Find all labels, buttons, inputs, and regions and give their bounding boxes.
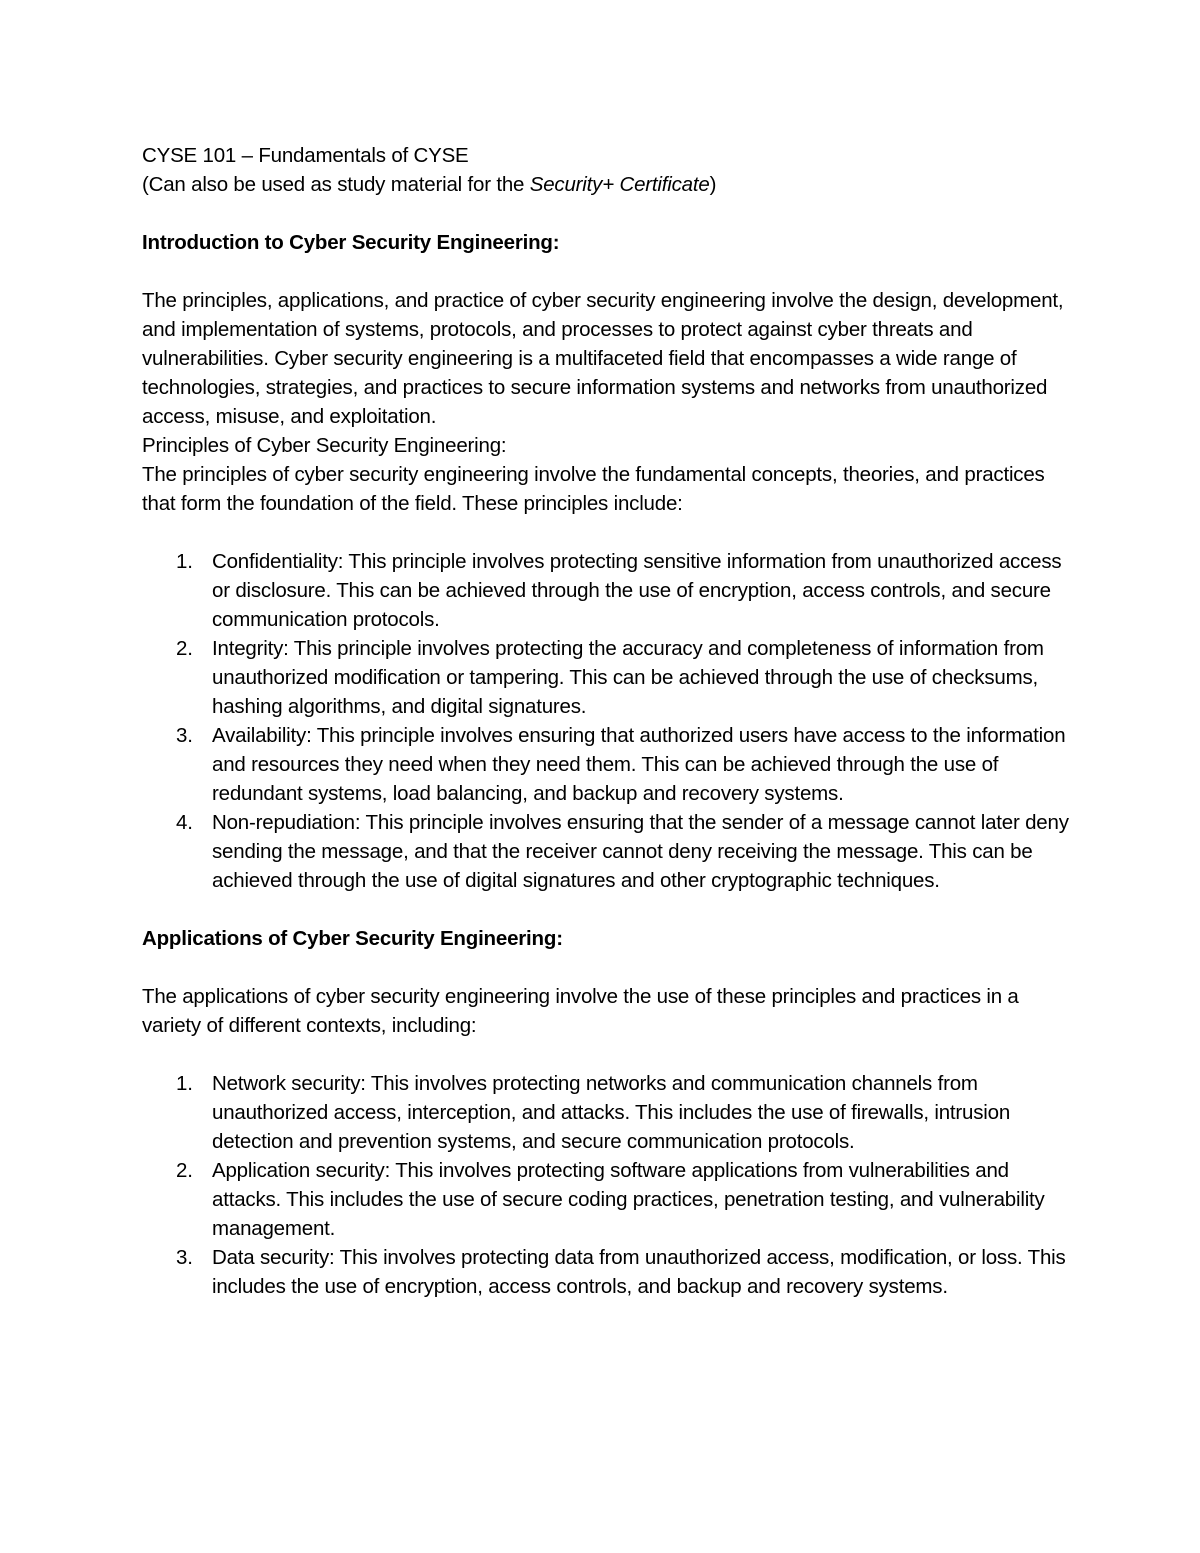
list-number: 2.: [176, 1159, 193, 1182]
list-item: [142, 634, 1072, 721]
list-item: [142, 1069, 1072, 1156]
spacer: [142, 257, 1072, 286]
subtitle-italic: Security+ Certificate: [529, 173, 710, 196]
principles-heading: Principles of Cyber Security Engineering:: [142, 434, 507, 457]
list-number: 4.: [176, 811, 193, 834]
intro-heading: Introduction to Cyber Security Engineering:: [142, 231, 560, 254]
list-text: Availability: This principle involves ensuring that authorized users have access to the information and resources they need when they need them. This can be achieved through the use of redundant systems, load balancing, and backup and recovery systems.: [212, 724, 1066, 805]
list-item: [142, 808, 1072, 895]
subtitle-prefix: (Can also be used as study material for the: [142, 173, 530, 196]
spacer: [142, 199, 1072, 228]
list-text: Data security: This involves protecting data from unauthorized access, modification, or loss. This includes the use of encryption, access controls, and backup and recovery systems.: [212, 1246, 1066, 1298]
list-text: Application security: This involves protecting software applications from vulnerabilities and attacks. This includes the use of secure coding practices, penetration testing, and vulnerability management.: [212, 1159, 1045, 1240]
list-text: Network security: This involves protecting networks and communication channels from unauthorized access, interception, and attacks. This includes the use of firewalls, intrusion detection and prevention systems, and secure communication protocols.: [212, 1072, 1011, 1153]
principles-list: [142, 547, 1072, 895]
list-number: 1.: [176, 1072, 193, 1095]
applications-list: [142, 1069, 1072, 1301]
list-text: Non-repudiation: This principle involves ensuring that the sender of a message cannot later deny sending the message, and that the receiver cannot deny receiving the message. This can be achieved through the use of digital signatures and other cryptographic techniques.: [212, 811, 1069, 892]
list-item: [142, 547, 1072, 634]
list-item: [142, 721, 1072, 808]
list-number: 1.: [176, 550, 193, 573]
spacer: [142, 1040, 1072, 1069]
spacer: [142, 895, 1072, 924]
document-title: CYSE 101 – Fundamentals of CYSE: [142, 144, 469, 167]
document-subtitle: [142, 170, 1072, 199]
list-item: [142, 1156, 1072, 1243]
spacer: [142, 953, 1072, 982]
list-text: Integrity: This principle involves protecting the accuracy and completeness of information from unauthorized modification or tampering. This can be achieved through the use of checksums, hashing algorithms, and digital signatures.: [212, 637, 1044, 718]
list-number: 3.: [176, 724, 193, 747]
list-number: 3.: [176, 1246, 193, 1269]
applications-heading: Applications of Cyber Security Engineering:: [142, 927, 563, 950]
applications-intro: The applications of cyber security engineering involve the use of these principles and practices in a variety of different contexts, including:: [142, 985, 1019, 1037]
subtitle-suffix: ): [709, 173, 717, 196]
document-page: [142, 141, 1072, 1301]
list-text: Confidentiality: This principle involves protecting sensitive information from unauthorized access or disclosure. This can be achieved through the use of encryption, access controls, and secure communication protocols.: [212, 550, 1062, 631]
intro-paragraph: The principles, applications, and practice of cyber security engineering involve the design, development, and implementation of systems, protocols, and processes to protect against cyber threats and vulnerabilities. Cyber security engineering is a multifaceted field that encompasses a wide range of technologies, strategies, and practices to secure information systems and networks from unauthorized access, misuse, and exploitation.: [142, 289, 1064, 428]
spacer: [142, 518, 1072, 547]
list-number: 2.: [176, 637, 193, 660]
principles-intro: The principles of cyber security engineering involve the fundamental concepts, theories, and practices that form the foundation of the field. These principles include:: [142, 463, 1045, 515]
list-item: [142, 1243, 1072, 1301]
